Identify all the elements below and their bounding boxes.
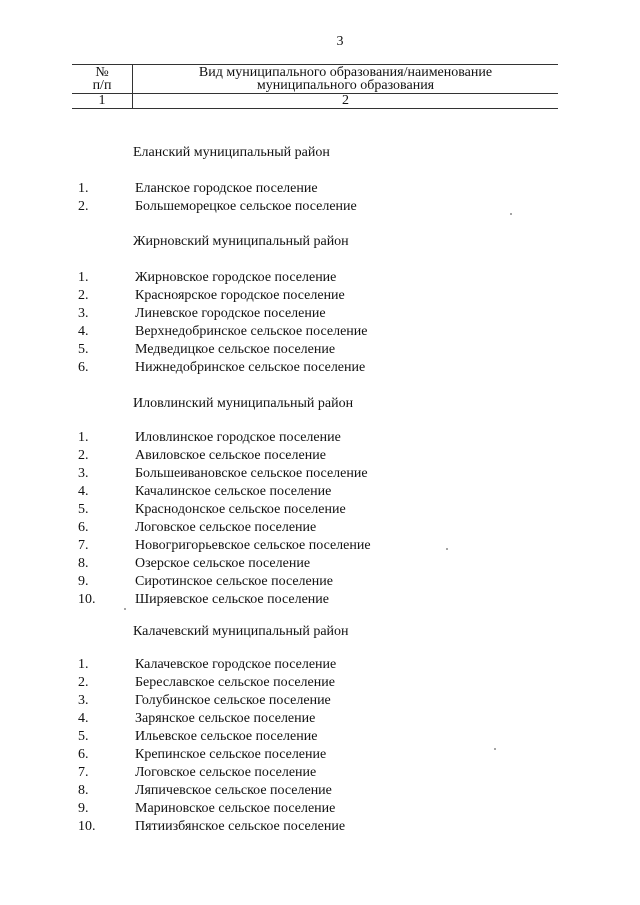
item-name: Логовское сельское поселение (135, 520, 317, 535)
item-number: 2. (78, 448, 89, 463)
item-number: 5. (78, 502, 89, 517)
item-number: 4. (78, 324, 89, 339)
item-number: 8. (78, 783, 89, 798)
item-name: Голубинское сельское поселение (135, 693, 331, 708)
list-item (0, 180, 640, 198)
list-item (0, 537, 640, 555)
list-item (0, 573, 640, 591)
item-number: 9. (78, 574, 89, 589)
item-name: Новогригорьевское сельское поселение (135, 538, 371, 553)
item-name: Ляпичевское сельское поселение (135, 783, 332, 798)
item-number: 9. (78, 801, 89, 816)
section-title-zhirnovsky: Жирновский муниципальный район (133, 234, 349, 249)
list-item (0, 429, 640, 447)
item-name: Линевское городское поселение (135, 306, 326, 321)
item-number: 6. (78, 520, 89, 535)
item-name: Медведицкое сельское поселение (135, 342, 336, 357)
item-name: Зарянское сельское поселение (135, 711, 316, 726)
list-elansky (0, 180, 640, 216)
item-number: 6. (78, 360, 89, 375)
item-number: 4. (78, 484, 89, 499)
list-item (0, 465, 640, 483)
header-bottom-rule (72, 108, 558, 109)
item-number: 8. (78, 556, 89, 571)
list-zhirnovsky (0, 269, 640, 377)
item-number: 6. (78, 747, 89, 762)
header-num1: 1 (98, 93, 106, 108)
item-number: 1. (78, 270, 89, 285)
item-name: Пятиизбянское сельское поселение (135, 819, 346, 834)
list-kalachevsky (0, 656, 640, 836)
list-item (0, 359, 640, 377)
item-number: 4. (78, 711, 89, 726)
item-name: Авиловское сельское поселение (135, 448, 326, 463)
list-item (0, 483, 640, 501)
item-number: 5. (78, 342, 89, 357)
list-item (0, 746, 640, 764)
scan-speck (124, 608, 126, 610)
item-number: 2. (78, 675, 89, 690)
item-number: 10. (78, 592, 96, 607)
item-number: 3. (78, 306, 89, 321)
item-name: Иловлинское городское поселение (135, 430, 341, 445)
scan-speck (446, 548, 448, 550)
item-number: 3. (78, 693, 89, 708)
item-number: 5. (78, 729, 89, 744)
list-item (0, 555, 640, 573)
item-name: Калачевское городское поселение (135, 657, 337, 672)
item-name: Красноярское городское поселение (135, 288, 345, 303)
list-item (0, 800, 640, 818)
list-item (0, 764, 640, 782)
list-item (0, 447, 640, 465)
item-name: Озерское сельское поселение (135, 556, 311, 571)
section-title-kalachevsky: Калачевский муниципальный район (133, 624, 349, 639)
page-number: 3 (336, 34, 344, 49)
item-name: Мариновское сельское поселение (135, 801, 336, 816)
list-item (0, 269, 640, 287)
list-item (0, 728, 640, 746)
list-item (0, 692, 640, 710)
table-header (72, 64, 558, 110)
list-item (0, 674, 640, 692)
header-col2-line1: Вид муниципального образования/наименование (198, 65, 493, 80)
section-title-ilovlinsky: Иловлинский муниципальный район (133, 396, 354, 411)
header-col1-line2: п/п (92, 78, 112, 93)
item-name: Логовское сельское поселение (135, 765, 317, 780)
list-item (0, 198, 640, 216)
item-name: Жирновское городское поселение (135, 270, 337, 285)
item-number: 1. (78, 430, 89, 445)
list-item (0, 341, 640, 359)
item-name: Большеивановское сельское поселение (135, 466, 368, 481)
list-item (0, 519, 640, 537)
section-title-elansky: Еланский муниципальный район (133, 145, 330, 160)
list-item (0, 323, 640, 341)
scan-speck (494, 748, 496, 750)
list-item (0, 656, 640, 674)
list-item (0, 591, 640, 609)
item-number: 7. (78, 538, 89, 553)
header-num2: 2 (342, 93, 349, 108)
item-name: Ширяевское сельское поселение (135, 592, 329, 607)
item-name: Береславское сельское поселение (135, 675, 335, 690)
item-name: Нижнедобринское сельское поселение (135, 360, 366, 375)
item-name: Еланское городское поселение (135, 181, 318, 196)
item-number: 2. (78, 288, 89, 303)
item-number: 7. (78, 765, 89, 780)
list-item (0, 818, 640, 836)
item-number: 1. (78, 181, 89, 196)
scan-speck (510, 213, 512, 215)
list-item (0, 305, 640, 323)
header-col2-line2: муниципального образования (256, 78, 435, 93)
header-col1-line1: № (95, 65, 109, 80)
list-item (0, 287, 640, 305)
item-number: 3. (78, 466, 89, 481)
list-item (0, 710, 640, 728)
item-number: 1. (78, 657, 89, 672)
item-number: 10. (78, 819, 96, 834)
item-name: Крепинское сельское поселение (135, 747, 327, 762)
item-name: Качалинское сельское поселение (135, 484, 332, 499)
item-name: Сиротинское сельское поселение (135, 574, 333, 589)
list-item (0, 782, 640, 800)
item-name: Большеморецкое сельское поселение (135, 199, 357, 214)
list-ilovlinsky (0, 429, 640, 609)
item-name: Верхнедобринское сельское поселение (135, 324, 368, 339)
list-item (0, 501, 640, 519)
item-name: Ильевское сельское поселение (135, 729, 318, 744)
item-number: 2. (78, 199, 89, 214)
item-name: Краснодонское сельское поселение (135, 502, 346, 517)
